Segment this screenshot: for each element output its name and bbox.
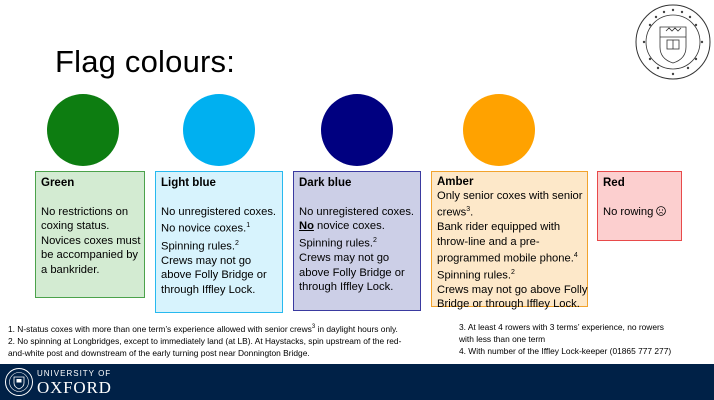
footnote-2: 2. No spinning at Longbridges, except to immediately land (at LB). At Haystacks, spin upstream of the red- xyxy=(8,335,402,346)
green-card-heading: Green xyxy=(41,177,75,189)
amber-crews-text: crews xyxy=(437,207,467,220)
footnote-4: 4. With number of the Iffley Lock-keeper (01865 777 277) xyxy=(459,346,672,356)
dark-blue-card-line: through Iffley Lock. xyxy=(299,281,394,294)
university-of-label: UNIVERSITY OF xyxy=(37,369,112,378)
amber-flag-circle xyxy=(463,94,535,166)
amber-spinning-text: Spinning rules. xyxy=(437,269,512,282)
footnote-3: 3. At least 4 rowers with 3 terms’ experience, no rowers xyxy=(459,322,664,332)
amber-card-line: Only senior coxes with senior xyxy=(437,190,583,203)
dark-blue-card-line: No unregistered coxes. xyxy=(299,205,415,218)
dark-blue-flag-circle xyxy=(321,94,393,166)
footnote-3-cont: with less than one term xyxy=(459,334,546,344)
footnotes-right xyxy=(459,321,671,357)
footnote-2-cont: and-white post and downstream of the early turning post near Donnington Bridge. xyxy=(8,347,310,358)
footnote-ref: 3 xyxy=(311,324,316,330)
dark-blue-card-line xyxy=(299,234,415,251)
dark-blue-novice-text: novice coxes. xyxy=(317,220,385,233)
footnote-ref: 1 xyxy=(246,222,251,230)
light-blue-novice-text: No novice coxes. xyxy=(161,222,247,235)
light-blue-spinning-text: Spinning rules. xyxy=(161,240,236,253)
footnote-ref: 2 xyxy=(373,236,377,244)
light-blue-card-line: No unregistered coxes. xyxy=(161,205,277,218)
green-flag-circle xyxy=(47,94,119,166)
light-blue-card-line: above Folly Bridge or xyxy=(161,269,267,282)
footnote-ref: 4 xyxy=(573,251,578,259)
light-blue-card-line xyxy=(161,219,277,236)
amber-card-line: Crews may not go above Folly xyxy=(437,283,588,296)
light-blue-card-heading: Light blue xyxy=(161,177,216,189)
green-card-line: Novices coxes must xyxy=(41,234,141,247)
green-card-line: a bankrider. xyxy=(41,263,100,276)
amber-card-line xyxy=(437,266,582,283)
amber-card-heading: Amber xyxy=(437,176,474,188)
amber-card-line: crews$^3$. xyxy=(437,206,474,220)
footnote-ref: 2 xyxy=(235,239,239,247)
amber-card-line xyxy=(437,249,582,266)
light-blue-card-line: through Iffley Lock. xyxy=(161,284,256,297)
amber-card-line: throw-line and a pre- xyxy=(437,235,540,248)
frown-face-icon xyxy=(656,206,666,216)
footnotes-left xyxy=(8,321,401,359)
dark-blue-card xyxy=(293,171,421,311)
university-footer-bar xyxy=(0,364,714,400)
dark-blue-spinning-text: Spinning rules. xyxy=(299,237,374,250)
footnote-1-tail: in daylight hours only. xyxy=(315,323,398,334)
red-card-heading: Red xyxy=(603,177,625,189)
amber-card-line: Bank rider equipped with xyxy=(437,221,561,234)
dark-blue-card-line: Crews may not go xyxy=(299,252,390,265)
oxford-wordmark: OXFORD xyxy=(37,378,112,397)
green-card-line: be accompanied by xyxy=(41,249,139,262)
dark-blue-card-line: above Folly Bridge or xyxy=(299,266,405,279)
amber-card xyxy=(431,171,588,310)
green-card-line: No restrictions on xyxy=(41,205,129,218)
dark-blue-card-line xyxy=(299,219,415,234)
light-blue-card-line xyxy=(161,237,277,254)
amber-phone-text: programmed mobile phone. xyxy=(437,252,574,265)
light-blue-flag-circle xyxy=(183,94,255,166)
dark-blue-no-emphasis: No xyxy=(299,220,314,233)
footnote-ref: 2 xyxy=(511,268,515,276)
footnote-1 xyxy=(8,321,401,335)
red-card-text: No rowing xyxy=(603,205,654,218)
amber-card-line: Bridge or through Iffley Lock. xyxy=(437,297,580,310)
dark-blue-card-heading: Dark blue xyxy=(299,177,352,189)
footnote-ref: 3 xyxy=(466,206,471,214)
footnote-1-text: 1. N-status coxes with more than one term’s experience allowed with senior crews xyxy=(8,323,312,334)
rowing-club-crest-icon xyxy=(634,3,712,81)
light-blue-card xyxy=(155,171,283,313)
oxford-crest-icon xyxy=(4,367,34,397)
green-card xyxy=(35,171,145,298)
red-card xyxy=(597,171,682,241)
red-card-line xyxy=(603,205,676,220)
green-card-line: coxing status. xyxy=(41,220,110,233)
light-blue-card-line: Crews may not go xyxy=(161,254,252,267)
slide-title: Flag colours: xyxy=(55,44,236,79)
